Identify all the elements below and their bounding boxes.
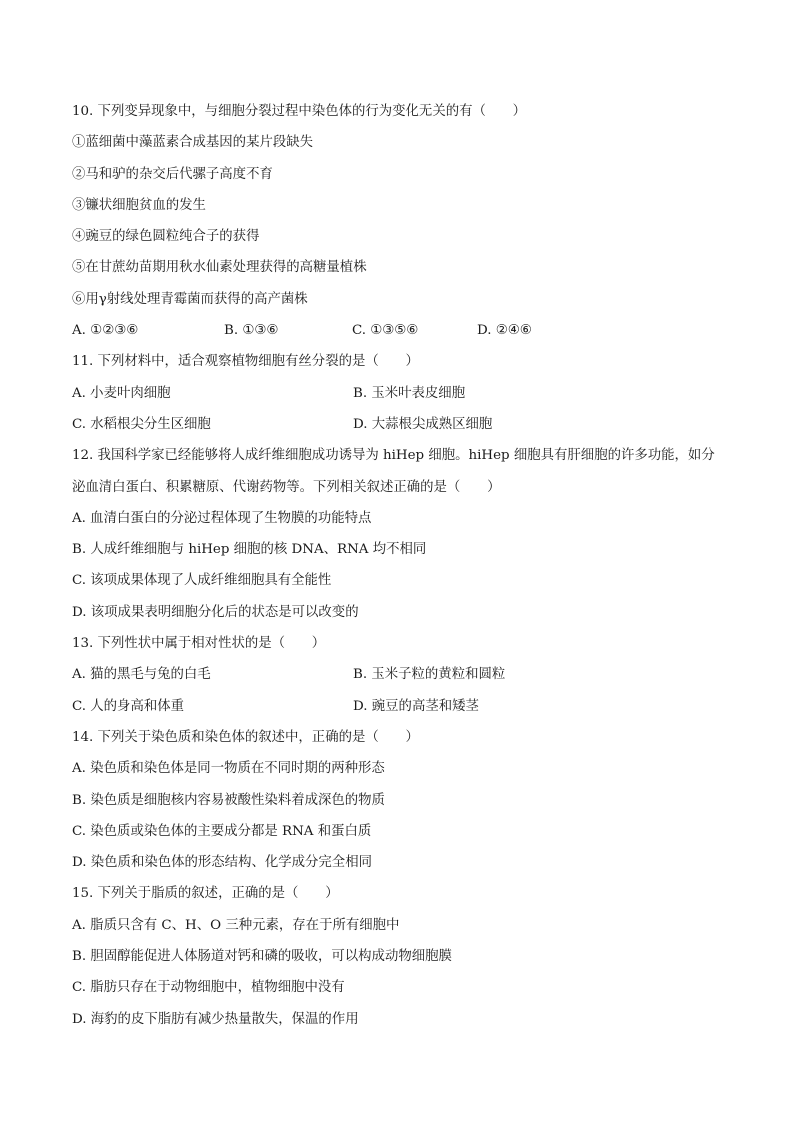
question-10-item-2: ②马和驴的杂交后代骡子高度不育 [72, 166, 273, 182]
question-12-option-d: D. 该项成果表明细胞分化后的状态是可以改变的 [72, 604, 359, 620]
question-10-option-c: C. ①③⑤⑥ [352, 323, 419, 339]
question-10-option-a: A. ①②③⑥ [72, 323, 139, 339]
question-12-option-c: C. 该项成果体现了人成纤维细胞具有全能性 [72, 573, 332, 589]
question-10-option-b: B. ①③⑥ [224, 323, 279, 339]
question-11-option-a: A. 小麦叶肉细胞 [72, 385, 171, 401]
question-10-item-3: ③镰状细胞贫血的发生 [72, 197, 206, 213]
question-15-option-a: A. 脂质只含有 C、H、O 三种元素，存在于所有细胞中 [72, 917, 400, 933]
question-13-options-row-2 [72, 696, 722, 727]
question-10-item-6: ⑥用γ射线处理青霉菌而获得的高产菌株 [72, 291, 308, 307]
question-11-options-row-2 [72, 414, 722, 445]
question-10-option-d: D. ②④⑥ [477, 323, 532, 339]
question-13-option-d: D. 豌豆的高茎和矮茎 [353, 698, 479, 714]
question-15-stem: 15. 下列关于脂质的叙述，正确的是（ ） [72, 886, 339, 902]
question-12-stem-line-1: 12. 我国科学家已经能够将人成纤维细胞成功诱导为 hiHep 细胞。hiHep 细胞具有肝细胞的许多功能，如分 [72, 448, 715, 464]
question-10-stem: 10. 下列变异现象中，与细胞分裂过程中染色体的行为变化无关的有（ ） [72, 104, 527, 119]
question-13-option-a: A. 猫的黑毛与兔的白毛 [72, 667, 211, 683]
question-13-option-c: C. 人的身高和体重 [72, 698, 185, 714]
question-14-option-a: A. 染色质和染色体是同一物质在不同时期的两种形态 [72, 761, 385, 777]
question-12-stem-line-2: 泌血清白蛋白、积累糖原、代谢药物等。下列相关叙述正确的是（ ） [72, 479, 501, 495]
question-14-option-c: C. 染色质或染色体的主要成分都是 RNA 和蛋白质 [72, 823, 372, 839]
question-12-option-a: A. 血清白蛋白的分泌过程体现了生物膜的功能特点 [72, 510, 372, 526]
question-14-option-d: D. 染色质和染色体的形态结构、化学成分完全相同 [72, 855, 372, 871]
question-15-option-c: C. 脂肪只存在于动物细胞中，植物细胞中没有 [72, 980, 345, 996]
question-11-option-d: D. 大蒜根尖成熟区细胞 [353, 416, 493, 432]
question-13-option-b: B. 玉米子粒的黄粒和圆粒 [353, 667, 506, 683]
question-14-option-b: B. 染色质是细胞核内容易被酸性染料着成深色的物质 [72, 792, 385, 808]
question-10-item-4: ④豌豆的绿色圆粒纯合子的获得 [72, 229, 260, 245]
question-12-option-b: B. 人成纤维细胞与 hiHep 细胞的核 DNA、RNA 均不相同 [72, 542, 427, 558]
question-10-options [72, 320, 722, 351]
question-13-options-row-1 [72, 664, 722, 695]
question-15-option-b: B. 胆固醇能促进人体肠道对钙和磷的吸收，可以构成动物细胞膜 [72, 949, 452, 965]
question-11-option-c: C. 水稻根尖分生区细胞 [72, 416, 211, 432]
question-13-stem: 13. 下列性状中属于相对性状的是（ ） [72, 636, 326, 652]
question-15-option-d: D. 海豹的皮下脂肪有减少热量散失，保温的作用 [72, 1011, 359, 1027]
question-10-item-1: ①蓝细菌中藻蓝素合成基因的某片段缺失 [72, 135, 314, 151]
question-11-stem: 11. 下列材料中，适合观察植物细胞有丝分裂的是（ ） [72, 354, 419, 370]
question-10-item-5: ⑤在甘蔗幼苗期用秋水仙素处理获得的高糖量植株 [72, 260, 367, 276]
exam-page [72, 101, 722, 1040]
question-11-option-b: B. 玉米叶表皮细胞 [353, 385, 466, 401]
question-14-stem: 14. 下列关于染色质和染色体的叙述中，正确的是（ ） [72, 729, 419, 745]
question-11-options-row-1 [72, 383, 722, 414]
